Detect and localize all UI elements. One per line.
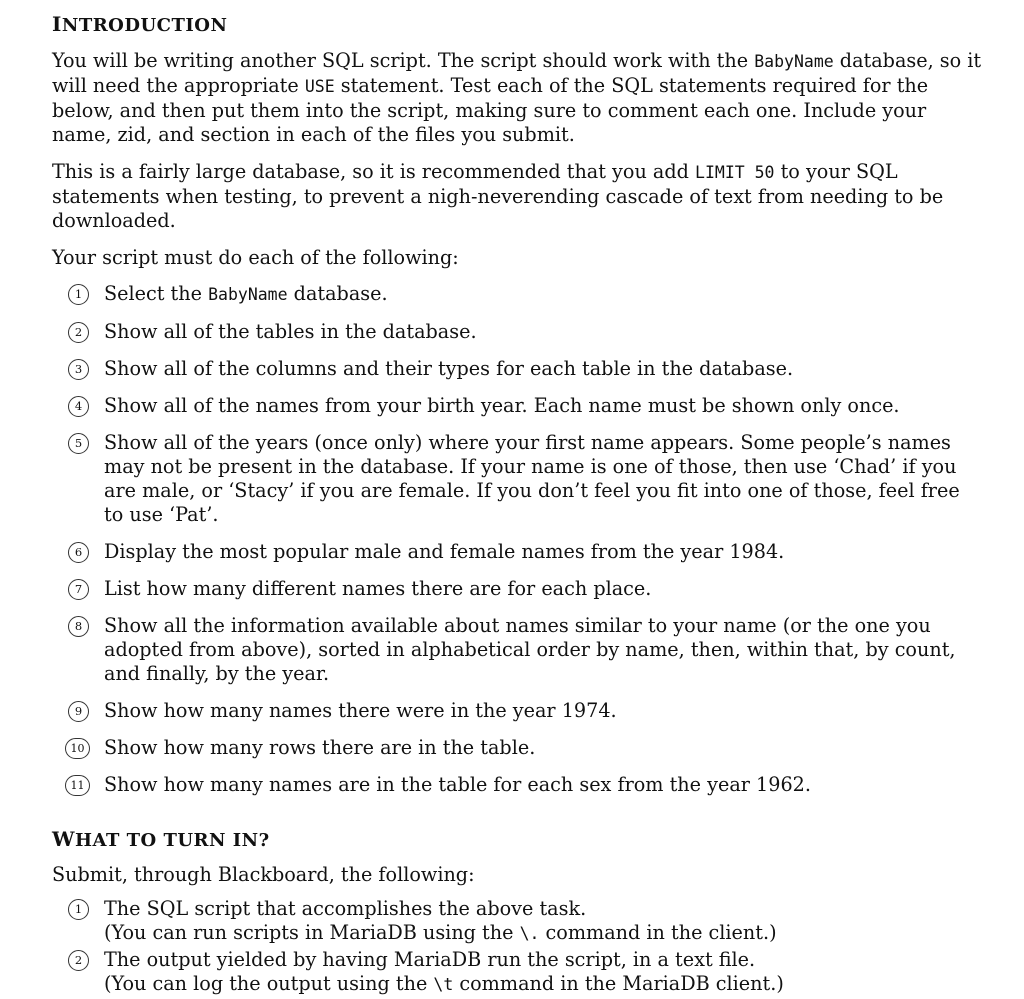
item-number-badge: 8 <box>68 616 89 637</box>
list-item: 8 Show all the information available about names similar to your name (or the one you adopted from above), sorted in alphabetical order by name, then, within that, by count, and finally, by the year. <box>52 614 984 686</box>
item-number-badge: 2 <box>68 950 89 971</box>
list-item: 5 Show all of the years (once only) where your first name appears. Some people’s names may not be present in the database. If your name is one of those, then use ‘Chad’ if you are male, or ‘Stacy’ if you are female. If you don’t feel you fit into one of those, feel free to use ‘Pat’. <box>52 431 984 527</box>
intro-paragraph-3: Your script must do each of the following: <box>52 246 459 269</box>
intro-heading: INTRODUCTION <box>52 12 228 36</box>
list-item: 10 Show how many rows there are in the table. <box>52 736 984 760</box>
item-number-badge: 4 <box>68 396 89 417</box>
item-number-badge: 2 <box>68 322 89 343</box>
turnin-lead: Submit, through Blackboard, the following: <box>52 863 475 886</box>
code-limit: LIMIT 50 <box>695 163 775 182</box>
code-babyname: BabyName <box>754 52 834 71</box>
list-item: 1 Select the BabyName database. <box>52 282 984 307</box>
item-number-badge: 11 <box>65 775 90 796</box>
code-use: USE <box>304 77 335 96</box>
item-number-badge: 7 <box>68 579 89 600</box>
item-number-badge: 1 <box>68 284 89 305</box>
item-number-badge: 5 <box>68 433 89 454</box>
list-item: 2 The output yielded by having MariaDB run the script, in a text file. (You can log the output using the \t command in the MariaDB client.) <box>52 948 984 997</box>
item-number-badge: 10 <box>65 738 90 759</box>
list-item: 1 The SQL script that accomplishes the above task. (You can run scripts in MariaDB using the \. command in the client.) <box>52 897 984 946</box>
document-page <box>52 12 984 999</box>
list-item: 11 Show how many names are in the table for each sex from the year 1962. <box>52 773 984 797</box>
list-item: 7 List how many different names there are for each place. <box>52 577 984 601</box>
list-item: 3 Show all of the columns and their types for each table in the database. <box>52 357 984 381</box>
turnin-list <box>52 897 984 997</box>
list-item: 4 Show all of the names from your birth year. Each name must be shown only once. <box>52 394 984 418</box>
item-number-badge: 1 <box>68 899 89 920</box>
list-item: 2 Show all of the tables in the database. <box>52 320 984 344</box>
item-number-badge: 6 <box>68 542 89 563</box>
intro-paragraph-2: This is a fairly large database, so it is recommended that you add LIMIT 50 to your SQL statements when testing, to prevent a nigh-neverending cascade of text from needing to be downloaded. <box>52 160 944 232</box>
list-item: 6 Display the most popular male and female names from the year 1984. <box>52 540 984 564</box>
intro-paragraph-1: You will be writing another SQL script. The script should work with the BabyName database, so it will need the appropriate USE statement. Test each of the SQL statements required for the below, and then put them into the script, making sure to comment each one. Include your name, zid, and section in each of the files you submit. <box>52 49 982 146</box>
task-list <box>52 282 984 797</box>
item-number-badge: 3 <box>68 359 89 380</box>
turnin-heading: WHAT TO TURN IN? <box>52 827 270 851</box>
list-item: 9 Show how many names there were in the year 1974. <box>52 699 984 723</box>
item-number-badge: 9 <box>68 701 89 722</box>
